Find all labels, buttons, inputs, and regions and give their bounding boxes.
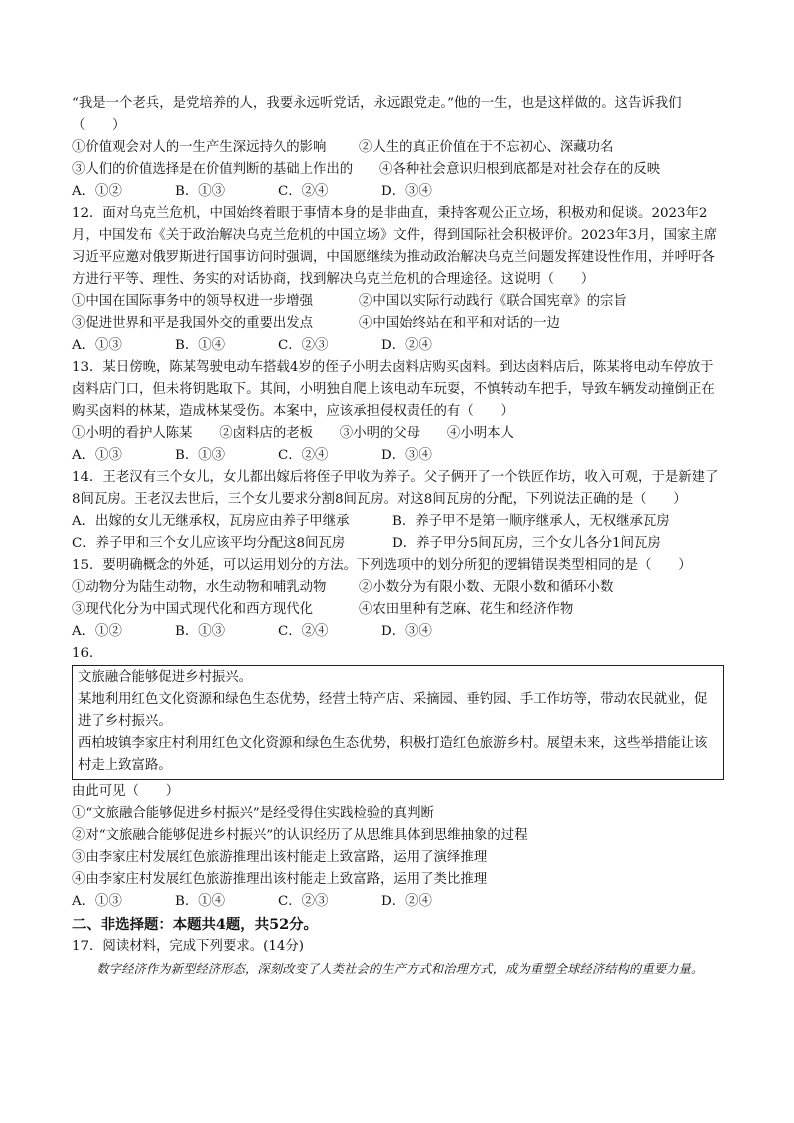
question-11 (72, 93, 724, 203)
q12-stem: 12．面对乌克兰危机，中国始终着眼于事情本身的是非曲直，秉持客观公正立场，积极劝和促谈。2023年2月，中国发布《关于政治解决乌克兰危机的中国立场》文件，得到国际社会积极评价。2023年3月，国家主席习近平应邀对俄罗斯进行国事访问时强调，中国愿继续为推动政治解决乌克兰问题发挥建设性作用，并呼吁各方进行平等、理性、务实的对话协商，找到解决乌克兰危机的合理途径。这说明（ ） (72, 206, 718, 287)
q16-box-line2: 某地利用红色文化资源和绿色生态优势，经营土特产店、采摘园、垂钓园、手工作坊等，带动农民就业，促进了乡村振兴。 (78, 692, 708, 729)
q11-option-4: ④各种社会意识归根到底都是对社会存在的反映 (379, 162, 661, 177)
q11-answer-d: D．③④ (381, 184, 432, 199)
q14-answer-b: B．养子甲不是第一顺序继承人，无权继承瓦房 (392, 514, 670, 529)
q12-option-4: ④中国始终站在和平和对话的一边 (359, 316, 560, 331)
q12-options-row1 (72, 291, 724, 313)
q16-box-line1: 文旅融合能够促进乡村振兴。 (78, 670, 253, 685)
q16-lead: 由此可见（ ） (72, 784, 180, 799)
q12-answer-a: A．①③ (72, 338, 122, 353)
q11-option-3: ③人们的价值选择是在价值判断的基础上作出的 (72, 162, 354, 177)
q16-answer-d: D．②④ (381, 894, 432, 909)
q16-option-3: ③由李家庄村发展红色旅游推理出该村能走上致富路，运用了演绎推理 (72, 850, 488, 865)
q11-answer-b: B．①③ (175, 184, 226, 199)
q13-stem: 13．某日傍晚，陈某驾驶电动车搭载4岁的侄子小明去卤料店购买卤料。到达卤料店后，陈某将电动车停放于卤料店门口，但未将钥匙取下。其间，小明独自爬上该电动车玩耍，不慎转动车把手，导致车辆发动撞倒正在购买卤料的林某，造成林某受伤。本案中，应该承担侵权责任的有（ ） (72, 360, 715, 419)
q12-option-3: ③促进世界和平是我国外交的重要出发点 (72, 316, 314, 331)
q11-options-row1 (72, 137, 724, 159)
q11-answers (72, 181, 724, 203)
question-16 (72, 643, 724, 913)
q14-answer-a: A．出嫁的女儿无继承权，瓦房应由养子甲继承 (72, 514, 350, 529)
question-13 (72, 357, 724, 467)
q11-option-1: ①价值观会对人的一生产生深远持久的影响 (72, 140, 327, 155)
q12-answer-c: C．②③ (278, 338, 329, 353)
q16-option-2: ②对“文旅融合能够促进乡村振兴”的认识经历了从思维具体到思维抽象的过程 (72, 828, 528, 843)
q15-option-3: ③现代化分为中国式现代化和西方现代化 (72, 602, 314, 617)
q15-options-row1 (72, 577, 724, 599)
section-title: 二、非选择题：本题共4题，共52分。 (72, 916, 318, 933)
q14-answer-d: D．养子甲分5间瓦房，三个女儿各分1间瓦房 (392, 536, 661, 551)
q15-answer-c: C．②④ (278, 624, 329, 639)
question-12 (72, 203, 724, 357)
q16-material-box (72, 665, 724, 780)
q15-answer-a: A．①② (72, 624, 122, 639)
q11-answer-a: A．①② (72, 184, 122, 199)
q16-option-1: ①“文旅融合能够促进乡村振兴”是经受得住实践检验的真判断 (72, 806, 434, 821)
q15-options-row2 (72, 599, 724, 621)
q15-answer-b: B．①③ (175, 624, 226, 639)
q11-options-row2 (72, 159, 724, 181)
q13-answer-b: B．①③ (175, 448, 226, 463)
q13-answer-d: D．③④ (381, 448, 432, 463)
question-15 (72, 555, 724, 643)
q12-answers (72, 335, 724, 357)
q17-material: 数字经济作为新型经济形态，深刻改变了人类社会的生产方式和治理方式，成为重塑全球经济结构的重要力量。 (96, 962, 704, 976)
q14-stem: 14．王老汉有三个女儿，女儿都出嫁后将侄子甲收为养子。父子俩开了一个铁匠作坊，收入可观，于是新建了8间瓦房。王老汉去世后，三个女儿要求分割8间瓦房。对这8间瓦房的分配，下列说法正确的是（ ） (72, 470, 719, 507)
q12-answer-b: B．①④ (175, 338, 226, 353)
q12-answer-d: D．②④ (381, 338, 432, 353)
q13-answer-c: C．②④ (278, 448, 329, 463)
q12-option-1: ①中国在国际事务中的领导权进一步增强 (72, 294, 314, 309)
q11-answer-c: C．②④ (278, 184, 329, 199)
q15-option-2: ②小数分为有限小数、无限小数和循环小数 (359, 580, 614, 595)
q17-stem: 17．阅读材料，完成下列要求。(14分) (72, 939, 304, 954)
q15-option-4: ④农田里种有芝麻、花生和经济作物 (359, 602, 574, 617)
q16-answers (72, 891, 724, 913)
q16-number: 16． (72, 646, 103, 661)
q13-answers (72, 445, 724, 467)
q15-answer-d: D．③④ (381, 624, 432, 639)
q11-stem-line1: “我是一个老兵，是党培养的人，我要永远听党话，永远跟党走。”他的一生，也是这样做的。这告诉我们 (72, 96, 682, 111)
q12-option-2: ②中国以实际行动践行《联合国宪章》的宗旨 (359, 294, 627, 309)
q14-options-row2 (72, 533, 724, 555)
q16-answer-c: C．②③ (278, 894, 329, 909)
q13-options: ①小明的看护人陈某 ②卤料店的老板 ③小明的父母 ④小明本人 (72, 426, 514, 441)
q16-box-line3: 西柏坡镇李家庄村利用红色文化资源和绿色生态优势，积极打造红色旅游乡村。展望未来，这些举措能让该村走上致富路。 (78, 736, 708, 773)
q14-options-row1 (72, 511, 724, 533)
section-non-choice (72, 914, 724, 980)
q11-option-2: ②人生的真正价值在于不忘初心、深藏功名 (359, 140, 614, 155)
q16-answer-a: A．①③ (72, 894, 122, 909)
q15-stem: 15．要明确概念的外延，可以运用划分的方法。下列选项中的划分所犯的逻辑错误类型相同的是（ ） (72, 558, 692, 573)
question-14 (72, 467, 724, 555)
q14-answer-c: C．养子甲和三个女儿应该平均分配这8间瓦房 (72, 536, 346, 551)
exam-page (72, 93, 724, 980)
q15-answers (72, 621, 724, 643)
q16-answer-b: B．①④ (175, 894, 226, 909)
q16-option-4: ④由李家庄村发展红色旅游推理出该村能走上致富路，运用了类比推理 (72, 872, 488, 887)
q13-answer-a: A．①③ (72, 448, 122, 463)
q12-options-row2 (72, 313, 724, 335)
q15-option-1: ①动物分为陆生动物，水生动物和哺乳动物 (72, 580, 327, 595)
q11-stem-line2: （ ） (72, 118, 126, 133)
